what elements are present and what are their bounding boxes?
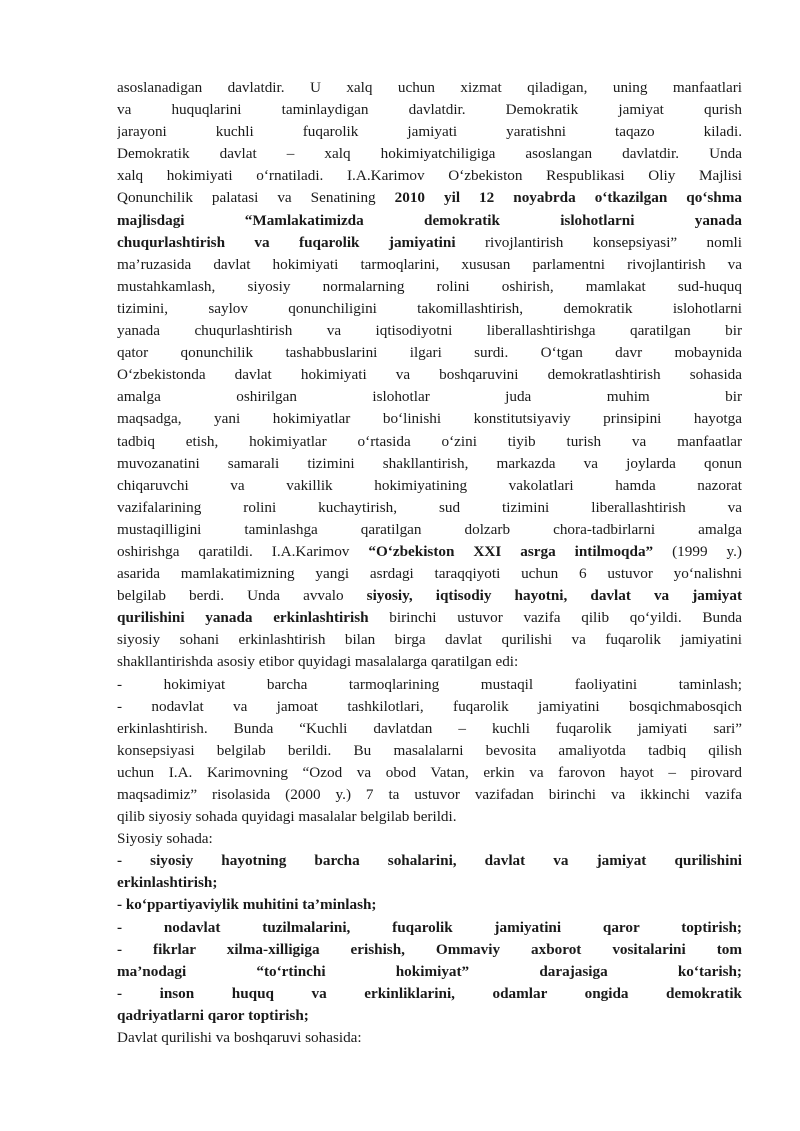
text-segment: (1999 y.): [653, 542, 742, 560]
text-segment: uchun I.A. Karimovning “Ozod va obod Vatan, erkin va farovon hayot – pirovard: [117, 763, 742, 781]
text-line: [117, 850, 742, 872]
bold-text-segment: - ko‘ppartiyaviylik muhitini ta’minlash;: [117, 896, 377, 914]
text-line: [117, 77, 742, 99]
text-line: [117, 165, 742, 187]
bold-text-segment: erkinlashtirish;: [117, 874, 218, 892]
text-segment: asoslanadigan davlatdir. U xalq uchun xizmat qiladigan, uning manfaatlari: [117, 79, 742, 96]
text-line: [117, 1005, 742, 1027]
text-line: [117, 408, 742, 430]
text-line: [117, 585, 742, 607]
text-line: [117, 232, 742, 254]
bold-text-segment: ma’nodagi “to‘rtinchi hokimiyat” darajasiga ko‘tarish;: [117, 962, 742, 980]
text-segment: amalga oshirilgan islohotlar juda muhim bir: [117, 388, 742, 406]
text-segment: maqsadimiz” risolasida (2000 y.) 7 ta ustuvor vazifadan birinchi va ikkinchi vazifa: [117, 786, 742, 803]
text-segment: tizimini, saylov qonunchiligini takomillashtirish, demokratik islohotlarni: [117, 299, 742, 317]
text-line: [117, 497, 742, 519]
bold-text-segment: qurilishini yanada erkinlashtirish: [117, 609, 369, 627]
text-segment: rivojlantirish konsepsiyasi” nomli: [455, 233, 742, 251]
text-line: [117, 939, 742, 961]
document-page: [117, 77, 742, 1049]
text-line: [117, 1027, 742, 1049]
text-line: [117, 254, 742, 276]
text-segment: Davlat qurilishi va boshqaruvi sohasida:: [117, 1029, 362, 1047]
bold-text-segment: - fikrlar xilma-xilligiga erishish, Ommaviy axborot vositalarini tom: [117, 940, 742, 958]
text-line: [117, 674, 742, 696]
text-segment: qator qonunchilik tashabbuslarini ilgari surdi. O‘tgan davr mobaynida: [117, 344, 742, 362]
text-line: [117, 121, 742, 143]
text-segment: oshirishga qaratildi. I.A.Karimov: [117, 542, 369, 560]
text-line: [117, 453, 742, 475]
text-line: [117, 320, 742, 342]
text-segment: qilib siyosiy sohada quyidagi masalalar belgilab berildi.: [117, 808, 457, 826]
text-segment: xalq hokimiyati o‘rnatiladi. I.A.Karimov O‘zbekiston Respublikasi Oliy Majlisi: [117, 167, 742, 185]
text-line: [117, 563, 742, 585]
text-line: [117, 784, 742, 806]
text-segment: asarida mamlakatimizning yangi asrdagi taraqqiyoti uchun 6 ustuvor yo‘nalishni: [117, 565, 742, 583]
text-segment: erkinlashtirish. Bunda “Kuchli davlatdan – kuchli fuqarolik jamiyati sari”: [117, 719, 742, 737]
text-line: [117, 386, 742, 408]
text-segment: O‘zbekistonda davlat hokimiyati va boshqaruvini demokratlashtirish sohasida: [117, 366, 742, 384]
text-line: [117, 983, 742, 1005]
text-segment: Demokratik davlat – xalq hokimiyatchiligiga asoslangan davlatdir. Unda: [117, 145, 742, 163]
text-line: [117, 828, 742, 850]
text-line: [117, 342, 742, 364]
bold-text-segment: qadriyatlarni qaror toptirish;: [117, 1006, 309, 1024]
text-line: [117, 762, 742, 784]
text-segment: siyosiy sohani erkinlashtirish bilan birga davlat qurilishi va fuqarolik jamiyatini: [117, 631, 742, 649]
text-segment: konsepsiyasi belgilab berildi. Bu masalalarni bevosita amaliyotda tadbiq qilish: [117, 741, 742, 759]
text-segment: muvozanatini samarali tizimini shakllantirish, markazda va joylarda qonun: [117, 454, 742, 472]
text-line: [117, 917, 742, 939]
text-segment: mustaqilligini taminlashga qaratilgan dolzarb chora-tadbirlarni amalga: [117, 520, 742, 538]
bold-text-segment: majlisdagi “Mamlakatimizda demokratik islohotlarni yanada: [117, 211, 742, 229]
text-segment: chiqaruvchi va vakillik hokimiyatining vakolatlari hamda nazorat: [117, 476, 742, 494]
text-segment: va huquqlarini taminlaydigan davlatdir. Demokratik jamiyat qurish: [117, 101, 742, 119]
text-line: [117, 696, 742, 718]
text-line: [117, 872, 742, 894]
text-segment: - hokimiyat barcha tarmoqlarining mustaqil faoliyatini taminlash;: [117, 675, 742, 693]
bold-text-segment: 2010 yil 12 noyabrda o‘tkazilgan qo‘shma: [394, 189, 742, 207]
text-segment: shakllantirishda asosiy etibor quyidagi masalalarga qaratilgan edi:: [117, 653, 519, 671]
text-line: [117, 475, 742, 497]
text-line: [117, 364, 742, 386]
text-line: [117, 651, 742, 673]
text-segment: ma’ruzasida davlat hokimiyati tarmoqlarini, xususan parlamentni rivojlantirish va: [117, 255, 742, 273]
text-segment: - nodavlat va jamoat tashkilotlari, fuqarolik jamiyatini bosqichmabosqich: [117, 697, 742, 715]
text-line: [117, 143, 742, 165]
bold-text-segment: - inson huquq va erkinliklarini, odamlar ongida demokratik: [117, 984, 742, 1002]
text-segment: tadbiq etish, hokimiyatlar o‘rtasida o‘zini tiyib turish va manfaatlar: [117, 432, 742, 450]
text-line: [117, 187, 742, 209]
text-line: [117, 718, 742, 740]
bold-text-segment: - nodavlat tuzilmalarini, fuqarolik jamiyatini qaror toptirish;: [117, 918, 742, 936]
text-segment: jarayoni kuchli fuqarolik jamiyati yaratishni taqazo kiladi.: [117, 123, 742, 141]
text-segment: mustahkamlash, siyosiy normalarning rolini oshirish, mamlakat sud-huquq: [117, 277, 742, 295]
bold-text-segment: siyosiy, iqtisodiy hayotni, davlat va jamiyat: [366, 587, 742, 605]
text-line: [117, 629, 742, 651]
text-line: [117, 961, 742, 983]
bold-text-segment: chuqurlashtirish va fuqarolik jamiyatini: [117, 233, 456, 251]
text-segment: Siyosiy sohada:: [117, 830, 213, 848]
text-line: [117, 210, 742, 232]
text-line: [117, 431, 742, 453]
text-segment: maqsadga, yani hokimiyatlar bo‘linishi konstitutsiyaviy prinsipini hayotga: [117, 410, 742, 428]
bold-text-segment: “O‘zbekiston XXI asrga intilmoqda”: [368, 542, 654, 560]
text-segment: birinchi ustuvor vazifa qilib qo‘yildi. Bunda: [368, 609, 742, 627]
text-segment: vazifalarining rolini kuchaytirish, sud tizimini liberallashtirish va: [117, 498, 742, 516]
text-line: [117, 607, 742, 629]
text-line: [117, 298, 742, 320]
text-line: [117, 740, 742, 762]
text-line: [117, 99, 742, 121]
text-line: [117, 541, 742, 563]
text-segment: belgilab berdi. Unda avvalo: [117, 587, 367, 605]
text-line: [117, 806, 742, 828]
text-line: [117, 894, 742, 916]
text-segment: Qonunchilik palatasi va Senatining: [117, 189, 395, 207]
bold-text-segment: - siyosiy hayotning barcha sohalarini, davlat va jamiyat qurilishini: [117, 852, 742, 870]
text-line: [117, 276, 742, 298]
text-line: [117, 519, 742, 541]
text-segment: yanada chuqurlashtirish va iqtisodiyotni liberallashtirishga qaratilgan bir: [117, 322, 742, 340]
